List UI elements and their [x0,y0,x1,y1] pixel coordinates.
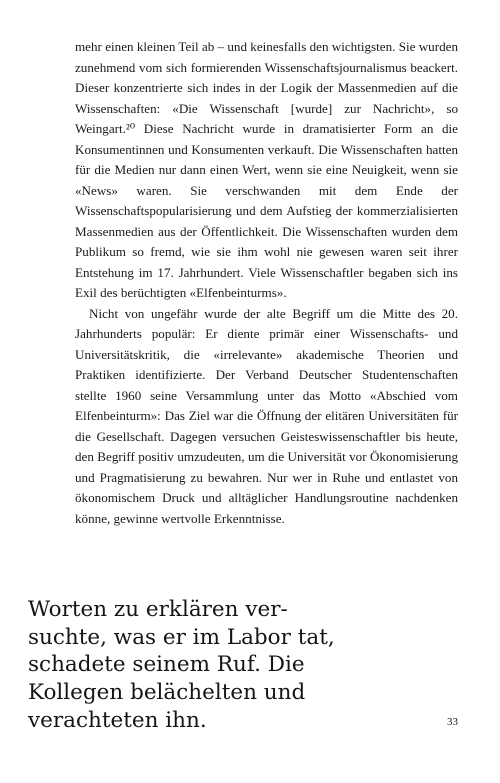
pull-quote-line: Kollegen belächelten und [28,680,306,706]
page-number: 33 [447,716,458,728]
pull-quote-line: schadete seinem Ruf. Die [28,652,305,678]
body-text [75,37,458,529]
body-paragraph-2: Nicht von ungefähr wurde der alte Begriff um die Mitte des 20. Jahrhunderts populär: Er diente primär einer Wissenschafts- und Universitätskritik, die «irrelevante» akademische Theorien und Praktiken identifizierte. Der Verband Deutscher Studentenschaften stellte 1960 seine Versammlung unter das Motto «Abschied vom Elfenbeinturm»: Das Ziel war die Öffnung der elitären Universitäten für die Gesellschaft. Dagegen versuchen Geisteswissenschaftler bis heute, den Begriff positiv umzudeuten, um die Universität vor Ökonomisierung und Pragmatisierung zu bewahren. Nur wer in Ruhe und entlastet von ökonomischem Druck und alltäglicher Handlungsroutine nachdenken könne, gewinne wertvolle Erkenntnisse. [75,305,458,526]
pull-quote-line: Worten zu erklären ver- [28,597,288,622]
pull-quote-line: suchte, was er im Labor tat, [28,624,335,650]
pull-quote [28,596,335,735]
pull-quote-line: verachteten ihn. [28,707,207,733]
body-paragraph-1: mehr einen kleinen Teil ab – und keinesfalls den wichtigsten. Sie wurden zunehmend vom sich formierenden Wissenschaftsjournalismus beackert. Dieser konzentrierte sich indes in der Logik der Massenmedien auf die Wissenschaften: «Die Wissenschaft [wurde] zur Nachricht», so Weingart.²⁰ Diese Nachricht wurde in dramatisierter Form an die Konsumentinnen und Konsumenten verkauft. Die Wissenschaften hatten für die Medien nur dann einen Wert, wenn sie eine Neuigkeit, wenn sie «News» waren. Sie verschwanden mit dem Ende der Wissenschaftspopularisierung und dem Aufstieg der kommerzialisierten Massenmedien aus der Öffentlichkeit. Die Wissenschaften wurden dem Publikum so fremd, wie sie ihm wohl nie gewesen waren seit ihrer Entstehung im 17. Jahrhundert. Viele Wissenschaftler begaben sich ins Exil des berüchtigten «Elfenbeinturms». [75,39,458,300]
